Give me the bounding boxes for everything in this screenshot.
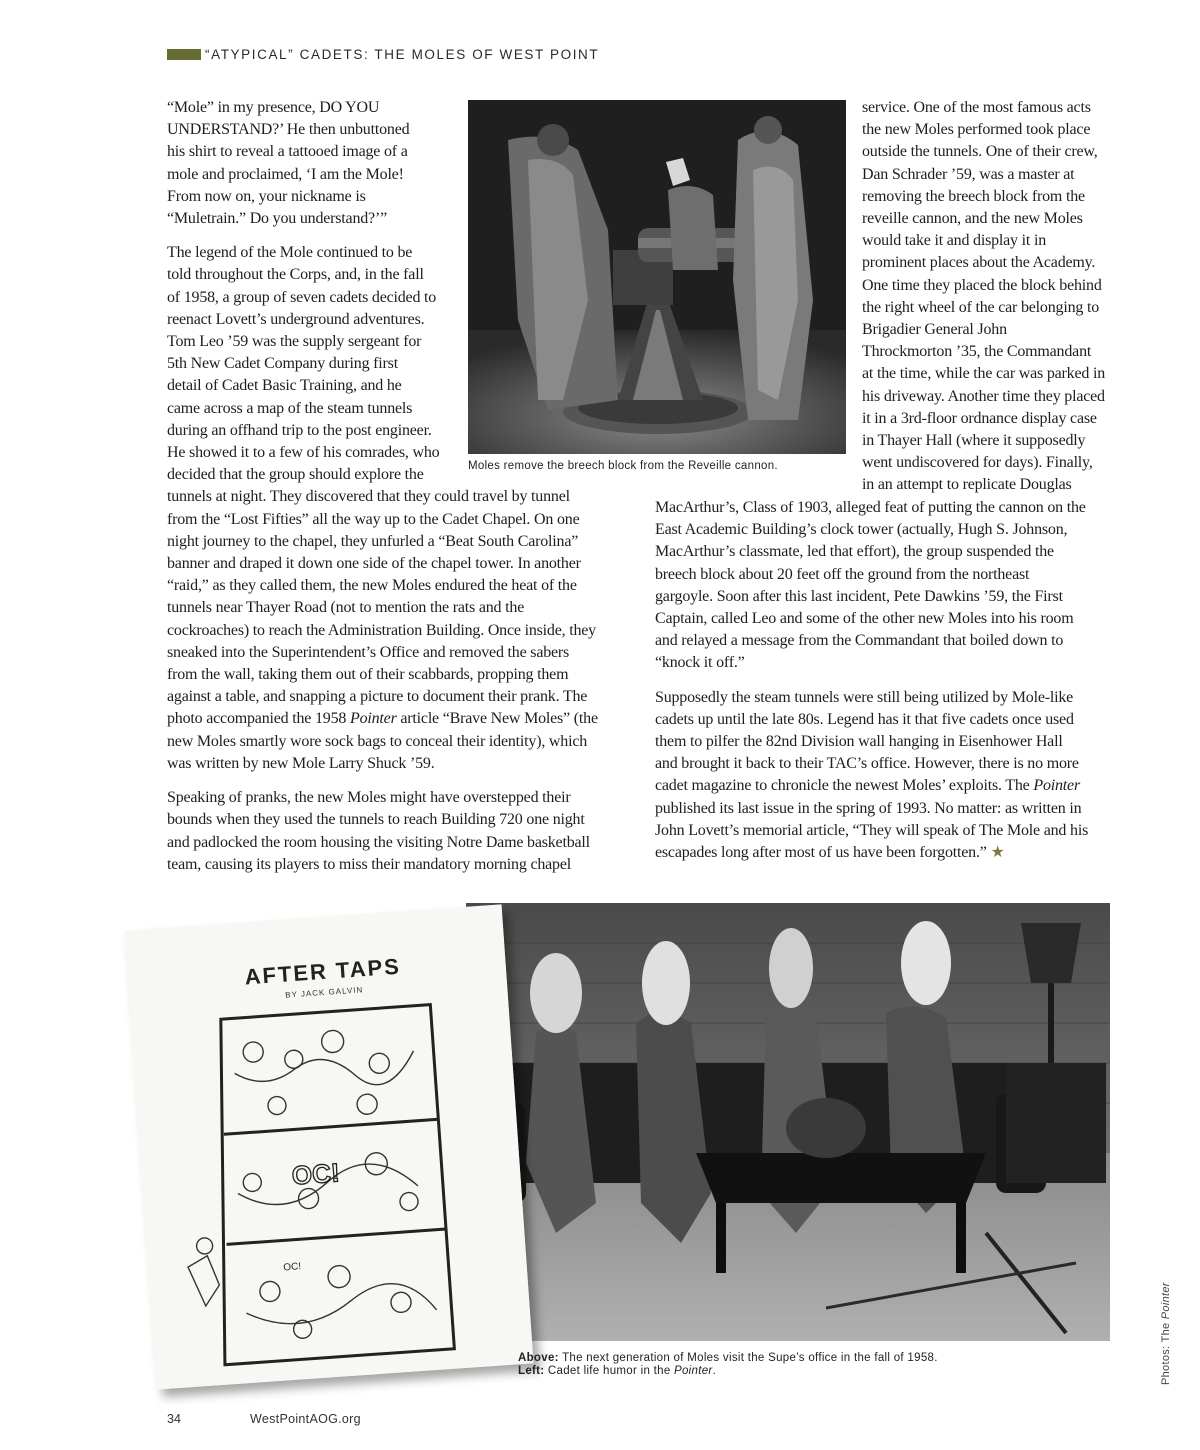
text-line: “Mole” in my presence, DO YOU	[167, 99, 380, 116]
text-line: cockroaches) to reach the Administration Building. Once inside, they	[167, 621, 596, 639]
text-line: The legend of the Mole continued to be	[167, 244, 413, 262]
text-line: reenact Lovett’s underground adventures.	[167, 310, 425, 328]
text-line: Tom Leo ’59 was the supply sergeant for	[167, 333, 422, 351]
text-line: his shirt to reveal a tattooed image of a	[167, 143, 408, 161]
header-accent-bar	[167, 49, 201, 60]
cannon-photo	[468, 100, 846, 454]
text-line: MacArthur’s classmate, led that effort), the group suspended the	[655, 543, 1054, 561]
text-line: 5th New Cadet Company during first	[167, 355, 398, 373]
text-line: bounds when they used the tunnels to reach Building 720 one night	[167, 811, 585, 829]
text-line: tunnels at night. They discovered that they could travel by tunnel	[167, 488, 570, 506]
moles-sofa-photo	[466, 903, 1110, 1341]
text-line: came across a map of the steam tunnels	[167, 399, 413, 417]
text-line: it in a 3rd-floor ordnance display case	[862, 409, 1097, 427]
text-line: escapades long after most of us have been forgotten.” ★	[655, 844, 1005, 862]
text-line: night journey to the chapel, they unfurled a “Beat South Carolina”	[167, 532, 579, 550]
text-line: photo accompanied the 1958 Pointer article “Brave New Moles” (the	[167, 710, 598, 728]
text-line: “Muletrain.” Do you understand?’”	[167, 210, 387, 228]
text-line: Captain, called Leo and some of the other new Moles into his room	[655, 610, 1074, 628]
cartoon-byline: BY JACK GALVIN	[284, 985, 364, 1000]
text-line: mole and proclaimed, ‘I am the Mole!	[167, 165, 404, 183]
bottom-caption	[518, 1352, 938, 1378]
running-header	[167, 47, 599, 62]
pointer-title: Pointer	[350, 710, 397, 728]
text-line: He showed it to a few of his comrades, who	[167, 444, 440, 462]
text-line: of 1958, a group of seven cadets decided to	[167, 288, 437, 306]
text-line: East Academic Building’s clock tower (actually, Hugh S. Johnson,	[655, 521, 1068, 539]
text-line: from the “Lost Fifties” all the way up to the Cadet Chapel. On one	[167, 510, 580, 528]
text-line: would take it and display it in	[862, 232, 1046, 250]
text-line: during an offhand trip to the post engineer.	[167, 421, 432, 439]
text-line: Speaking of pranks, the new Moles might have overstepped their	[167, 789, 571, 807]
text-line: them to pilfer the 82nd Division wall hanging in Eisenhower Hall	[655, 733, 1063, 751]
after-taps-cartoon	[124, 904, 533, 1389]
text-line: cadet magazine to chronicle the newest Moles’ exploits. The Pointer	[655, 777, 1080, 795]
text-line: in an attempt to replicate Douglas	[862, 476, 1072, 494]
text-line: told throughout the Corps, and, in the fall	[167, 266, 424, 284]
cartoon-burst-2: OC!	[282, 1261, 302, 1274]
paragraph-3	[167, 787, 598, 876]
right-column-top	[862, 97, 1105, 497]
page-number: 34	[167, 1412, 181, 1426]
cartoon-art	[124, 904, 533, 1389]
text-line: and padlocked the room housing the visiting Notre Dame basketball	[167, 833, 590, 851]
caption-line-above: Above: The next generation of Moles visit the Supe’s office in the fall of 1958.	[518, 1352, 938, 1364]
text-line: MacArthur’s, Class of 1903, alleged feat of putting the cannon on the	[655, 499, 1086, 516]
text-line: Throckmorton ’35, the Commandant	[862, 343, 1092, 361]
text-line: sneaked into the Superintendent’s Office and removed the sabers	[167, 643, 570, 661]
text-line: from the wall, taking them out of their scabbards, propping them	[167, 666, 569, 684]
caption-line-left: Left: Cadet life humor in the Pointer.	[518, 1365, 717, 1377]
text-line: From now on, your nickname is	[167, 187, 366, 205]
text-line: the right wheel of the car belonging to	[862, 298, 1100, 316]
text-line: at the time, while the car was parked in	[862, 365, 1106, 383]
text-line: in Thayer Hall (where it supposedly	[862, 432, 1086, 450]
text-line: and brought it back to their TAC’s office. However, there is no more	[655, 755, 1079, 773]
text-line: reveille cannon, and the new Moles	[862, 210, 1083, 228]
text-line: service. One of the most famous acts	[862, 99, 1091, 116]
text-line: John Lovett’s memorial article, “They will speak of The Mole and his	[655, 821, 1089, 839]
text-line: gargoyle. Soon after this last incident, Pete Dawkins ’59, the First	[655, 587, 1063, 605]
text-line: One time they placed the block behind	[862, 276, 1102, 294]
text-line: prominent places about the Academy.	[862, 254, 1096, 272]
text-line: Brigadier General John	[862, 321, 1007, 339]
text-line: and relayed a message from the Commandant that boiled down to	[655, 632, 1064, 650]
text-line: was written by new Mole Larry Shuck ’59.	[167, 754, 435, 772]
end-star-icon: ★	[990, 844, 1005, 862]
header-title: “ATYPICAL” CADETS: THE MOLES OF WEST POINT	[205, 47, 600, 62]
footer-site-link[interactable]: WestPointAOG.org	[250, 1412, 361, 1426]
pointer-title: Pointer	[1033, 777, 1080, 795]
text-line: his driveway. Another time they placed	[862, 387, 1105, 405]
right-column-lower	[655, 497, 1088, 864]
text-line: team, causing its players to miss their mandatory morning chapel	[167, 855, 571, 873]
cartoon-burst-1: OC!	[290, 1157, 341, 1191]
text-line: Dan Schrader ’59, was a master at	[862, 165, 1075, 183]
text-line: “knock it off.”	[655, 654, 745, 672]
cartoon-title: AFTER TAPS	[243, 953, 402, 990]
cannon-photo-art	[468, 100, 846, 454]
text-line: UNDERSTAND?’ He then unbuttoned	[167, 121, 410, 139]
text-line: went undiscovered for days). Finally,	[862, 454, 1093, 472]
text-line: published its last issue in the spring of 1993. No matter: as written in	[655, 799, 1082, 817]
text-line: against a table, and snapping a picture to document their prank. The	[167, 688, 588, 706]
text-line: the new Moles performed took place	[862, 121, 1091, 139]
text-line: new Moles smartly wore sock bags to conceal their identity), which	[167, 732, 588, 750]
text-line: “raid,” as they called them, the new Moles endured the heat of the	[167, 577, 577, 595]
text-line: banner and draped it down one side of the chapel tower. In another	[167, 555, 581, 573]
sofa-photo-art	[466, 903, 1110, 1341]
photo-credit: Photos: The Pointer	[1160, 1282, 1172, 1385]
text-line: cadets up until the late 80s. Legend has it that five cadets once used	[655, 710, 1074, 728]
text-line: decided that the group should explore the	[167, 466, 424, 484]
cannon-photo-caption: Moles remove the breech block from the Reveille cannon.	[468, 460, 778, 472]
text-line: outside the tunnels. One of their crew,	[862, 143, 1098, 161]
text-line: removing the breech block from the	[862, 187, 1085, 205]
paragraph-right-2	[655, 687, 1088, 865]
text-line: breech block about 20 feet off the ground from the northeast	[655, 565, 1030, 583]
text-line: tunnels near Thayer Road (not to mention the rats and the	[167, 599, 525, 617]
text-line: detail of Cadet Basic Training, and he	[167, 377, 402, 395]
text-line: Supposedly the steam tunnels were still being utilized by Mole-like	[655, 688, 1074, 706]
paragraph-right-1	[655, 497, 1088, 675]
